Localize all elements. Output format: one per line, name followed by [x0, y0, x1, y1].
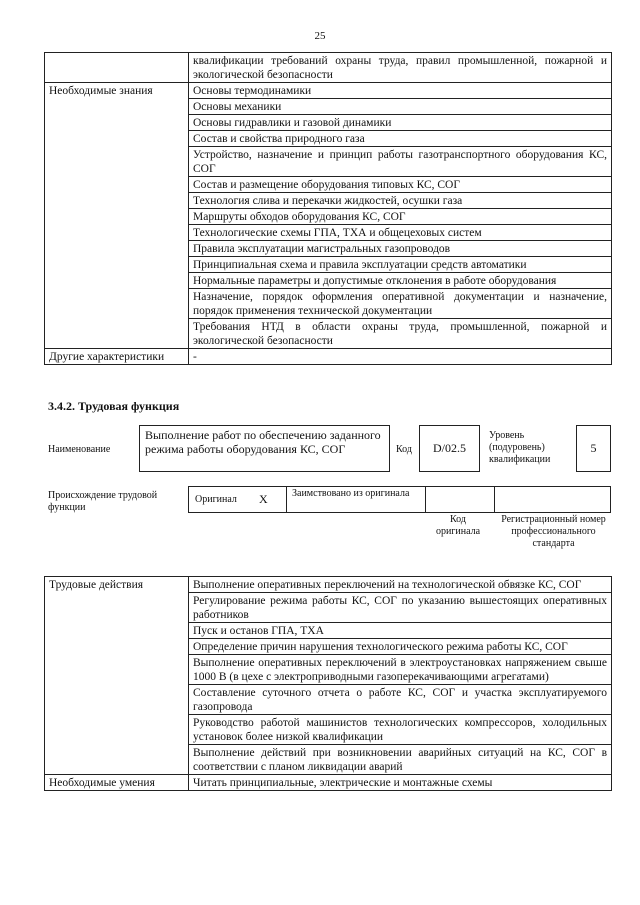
code-box [419, 425, 480, 472]
knowledge-item: Состав и свойства природного газа [189, 131, 612, 147]
knowledge-item: Основы термодинамики [189, 83, 612, 99]
knowledge-item: Назначение, порядок оформления оперативной документации и назначение, порядок применения технической документации [189, 289, 612, 319]
knowledge-item: Требования НТД в области охраны труда, промышленной, пожарной и экологической безопасности [189, 319, 612, 349]
action-item: Выполнение оперативных переключений в электроустановках напряжением свыше 1000 В (в цехе с электроприводными газоперекачивающими агрегатами) [189, 655, 612, 685]
knowledge-label: Необходимые знания [45, 83, 189, 349]
actions-label: Трудовые действия [45, 577, 189, 775]
skills-label: Необходимые умения [45, 775, 189, 791]
action-item: Регулирование режима работы КС, СОГ по указанию вышестоящих оперативных работников [189, 593, 612, 623]
table-row [45, 83, 612, 99]
origin-label: Происхождение трудовой функции [48, 490, 158, 513]
knowledge-item: Состав и размещение оборудования типовых КС, СОГ [189, 177, 612, 193]
divider [425, 487, 426, 513]
table-row [45, 577, 612, 593]
knowledge-item: Основы механики [189, 99, 612, 115]
knowledge-item: Нормальные параметры и допустимые отклонения в работе оборудования [189, 273, 612, 289]
other-label: Другие характеристики [45, 349, 189, 365]
knowledge-item: Технологические схемы ГПА, ТХА и общецеховых систем [189, 225, 612, 241]
action-item: Пуск и останов ГПА, ТХА [189, 623, 612, 639]
action-item: Выполнение оперативных переключений на технологической обвязке КС, СОГ [189, 577, 612, 593]
action-item: Составление суточного отчета о работе КС, СОГ и участка эксплуатируемого газопровода [189, 685, 612, 715]
knowledge-item: Устройство, назначение и принцип работы газотранспортного оборудования КС, СОГ [189, 147, 612, 177]
page-number: 25 [314, 30, 326, 42]
divider [286, 487, 287, 513]
action-item: Руководство работой машинистов технологических компрессоров, холодильных установок более низкой квалификации [189, 715, 612, 745]
table-row [45, 775, 612, 791]
level-label: Уровень (подуровень) квалификации [489, 430, 551, 465]
function-name-value: Выполнение работ по обеспечению заданного режима работы оборудования КС, СОГ [145, 428, 381, 456]
skill-item: Читать принципиальные, электрические и монтажные схемы [189, 775, 612, 791]
level-value: 5 [590, 441, 597, 455]
code-caption: Код оригинала [435, 514, 481, 537]
original-mark: X [259, 492, 268, 506]
code-value: D/02.5 [433, 441, 466, 455]
divider [494, 487, 495, 513]
name-label: Наименование [48, 444, 111, 455]
table-cell-empty [45, 53, 189, 83]
table-row [45, 53, 612, 83]
knowledge-item: Принципиальная схема и правила эксплуатации средств автоматики [189, 257, 612, 273]
original-label: Оригинал [195, 494, 237, 505]
continuation-text: квалификации требований охраны труда, правил промышленной, пожарной и экологической безопасности [189, 53, 612, 83]
level-box [576, 425, 611, 472]
reg-caption: Регистрационный номер профессионального стандарта [501, 514, 606, 549]
function-name-box [139, 425, 390, 472]
knowledge-table [44, 52, 612, 365]
borrowed-label: Заимствовано из оригинала [292, 488, 410, 499]
section-title: 3.4.2. Трудовая функция [48, 399, 180, 413]
knowledge-item: Маршруты обходов оборудования КС, СОГ [189, 209, 612, 225]
knowledge-item: Технология слива и перекачки жидкостей, осушки газа [189, 193, 612, 209]
action-item: Определение причин нарушения технологического режима работы КС, СОГ [189, 639, 612, 655]
table-row [45, 349, 612, 365]
code-label: Код [396, 444, 412, 455]
action-item: Выполнение действий при возникновении аварийных ситуаций на КС, СОГ в соответствии с планом ликвидации аварий [189, 745, 612, 775]
knowledge-item: Правила эксплуатации магистральных газопроводов [189, 241, 612, 257]
knowledge-item: Основы гидравлики и газовой динамики [189, 115, 612, 131]
other-value: - [189, 349, 612, 365]
actions-table [44, 576, 612, 791]
origin-table [188, 486, 611, 513]
